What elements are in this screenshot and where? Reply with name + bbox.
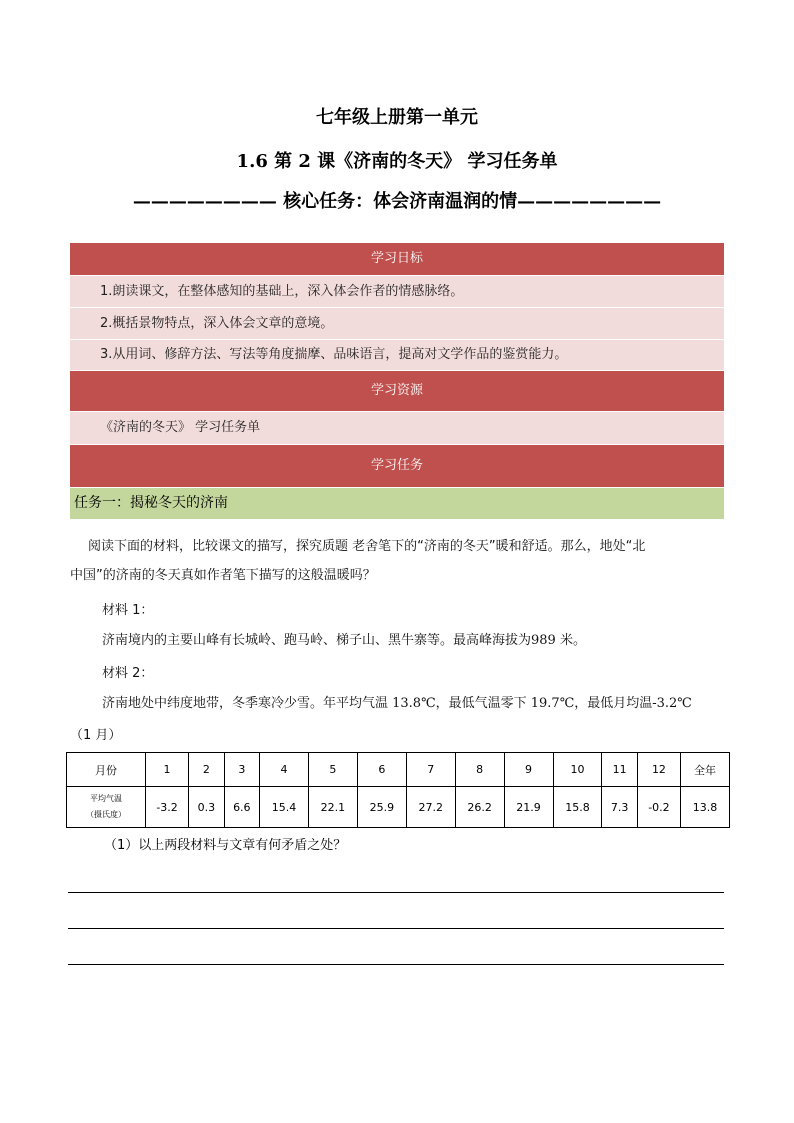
intro-line-2: 中国”的济南的冬天真如作者笔下描写的这般温暖吗？ [70, 568, 376, 583]
table-cell: 3 [224, 753, 259, 787]
lesson-title: 1.6 第 2 课《济南的冬天》 学习任务单 [236, 151, 558, 172]
table-cell: 1 [146, 753, 189, 787]
table-cell: 月份 [67, 753, 146, 787]
table-cell: 7.3 [602, 787, 637, 828]
table-cell: -3.2 [146, 787, 189, 828]
table-cell: 5 [308, 753, 357, 787]
table-cell: 2 [189, 753, 224, 787]
material2-text: 济南地处中纬度地带，冬季寒冷少雪。年平均气温 13.8℃，最低气温零下 19.7℃，最低月均温-3.2℃ [102, 696, 692, 711]
resources-heading: 学习资源 [70, 371, 724, 411]
table-cell: -0.2 [637, 787, 680, 828]
table-cell: 10 [553, 753, 602, 787]
table-row-label [67, 787, 146, 828]
table-cell: 4 [260, 753, 309, 787]
material2-label: 材料 2： [102, 666, 154, 681]
objectives-heading: 学习日标 [70, 243, 724, 275]
objective-item: 2.概括景物特点，深入体会文章的意境。 [70, 308, 724, 339]
material2-text-cont: （1 月） [70, 728, 122, 743]
material1-label: 材料 1： [102, 603, 154, 618]
table-cell: 22.1 [308, 787, 357, 828]
table-cell: 6.6 [224, 787, 259, 828]
table-cell: 8 [455, 753, 504, 787]
intro-paragraph [70, 532, 730, 590]
answer-line[interactable] [68, 964, 724, 965]
table-cell: 15.8 [553, 787, 602, 828]
table-cell: 9 [504, 753, 553, 787]
row-label-line2: （摄氏度） [86, 810, 126, 819]
answer-line[interactable] [68, 928, 724, 929]
temperature-table [66, 752, 730, 828]
objective-item: 1.朗读课文，在整体感知的基础上，深入体会作者的情感脉络。 [70, 276, 724, 307]
table-cell: 7 [406, 753, 455, 787]
table-cell: 27.2 [406, 787, 455, 828]
task1-heading: 任务一：揭秘冬天的济南 [70, 488, 724, 519]
answer-line[interactable] [68, 892, 724, 893]
question-1: （1）以上两段材料与文章有何矛盾之处？ [104, 838, 347, 853]
core-task-title: ———————— 核心任务：体会济南温润的情———————— [132, 191, 662, 212]
table-cell: 21.9 [504, 787, 553, 828]
table-cell: 26.2 [455, 787, 504, 828]
table-row [67, 787, 730, 828]
table-cell: 全年 [680, 753, 729, 787]
table-cell: 11 [602, 753, 637, 787]
table-header-row [67, 753, 730, 787]
page-title: 七年级上册第一单元 [316, 107, 478, 128]
table-cell: 12 [637, 753, 680, 787]
table-cell: 25.9 [357, 787, 406, 828]
material1-text: 济南境内的主要山峰有长城岭、跑马岭、梯子山、黑牛寨等。最高峰海拔为989 米。 [102, 633, 586, 648]
tasks-heading: 学习任务 [70, 445, 724, 487]
table-cell: 6 [357, 753, 406, 787]
table-cell: 0.3 [189, 787, 224, 828]
intro-line-1: 阅读下面的材料，比较课文的描写，探究质题 老舍笔下的“济南的冬天”暖和舒适。那么，地处“北 [88, 539, 646, 554]
objective-item: 3.从用词、修辞方法、写法等角度揣摩、品味语言，提高对文学作品的鉴赏能力。 [70, 340, 724, 370]
resource-item: 《济南的冬天》 学习任务单 [70, 412, 724, 444]
row-label-line1: 平均气温 [90, 794, 122, 803]
table-cell: 13.8 [680, 787, 729, 828]
table-cell: 15.4 [260, 787, 309, 828]
